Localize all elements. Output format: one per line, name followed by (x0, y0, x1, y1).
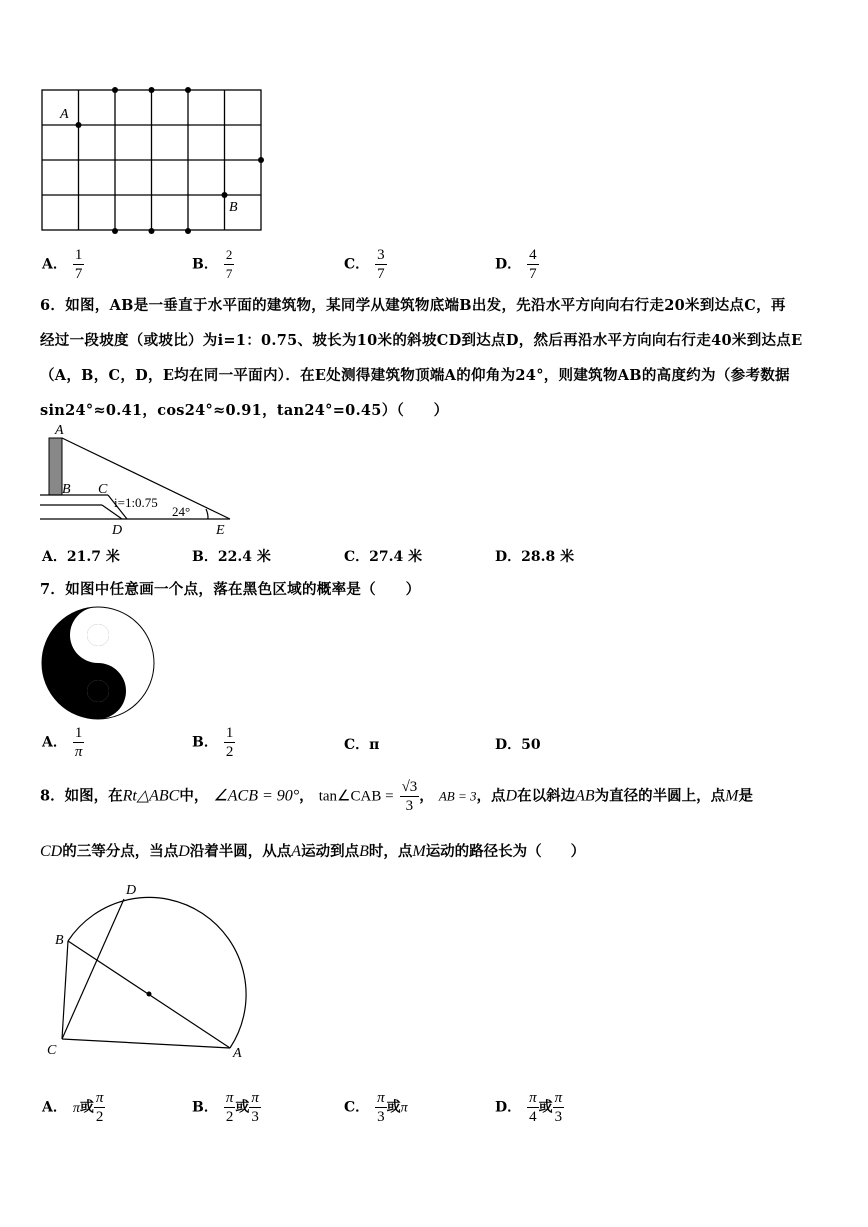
q7-option-c[interactable]: C．π (344, 737, 380, 753)
q6-option-c[interactable]: C．27.4 米 (344, 549, 423, 565)
q7-stem: 7．如图中任意画一个点，落在黑色区域的概率是（ ） (40, 581, 421, 598)
fig6-label-d: D (112, 523, 123, 538)
building-slope-figure (38, 420, 238, 538)
fig6-label-e: E (216, 523, 225, 538)
q6-option-d[interactable]: D．28.8 米 (495, 549, 575, 565)
fig8-label-c: C (47, 1043, 57, 1058)
q8-option-d[interactable]: D． $\frac{\pi}{4}$ 或 $\frac{\pi}{3}$ (495, 1090, 563, 1125)
q7-option-b[interactable]: B． $\frac{1}{2}$ (192, 725, 234, 760)
fig6-label-b: B (62, 482, 71, 497)
fig8-label-d: D (126, 883, 137, 898)
grid-figure (38, 85, 270, 237)
fig6-slope-label: i=1:0.75 (114, 495, 158, 510)
q7-option-d[interactable]: D．50 (495, 737, 541, 753)
q8-option-a[interactable]: A． π或 $\frac{\pi}{2}$ (42, 1090, 104, 1125)
q8-stem-line1: 8．如图，在Rt△ABC中， ∠ACB = 90°， tan∠CAB = $\frac{√3}{3}$ ， AB = 3，点D在以斜边AB为直径的半圆上，点M是 (40, 779, 753, 814)
fig6-label-c: C (98, 482, 108, 497)
yin-yang-figure (40, 606, 156, 720)
fig6-angle-label: 24° (172, 504, 191, 519)
q8-option-b[interactable]: B． $\frac{\pi}{2}$ 或 $\frac{\pi}{3}$ (192, 1090, 259, 1125)
q5-option-b[interactable]: B． $\frac{2}{7}$ (192, 247, 233, 281)
q5-option-a[interactable]: A． $\frac{1}{7}$ (42, 247, 83, 282)
q6-stem: 6．如图，AB是一垂直于水平面的建筑物，某同学从建筑物底端B出发，先沿水平方向向右行走20米到达点C，再 经过一段坡度（或坡比）为i=1：0.75、坡长为10米的斜坡CD到达点D，然后再沿水平方向向右行走40米到达点E （A，B，C，D，E均在同一平面内）．在E处测得建筑物顶端A的仰角为24°，则建筑物AB的高度约为（参考数据 sin24°≈0.41，cos24°≈0.91，tan24°=0.45）（ ） (40, 297, 803, 419)
q6-option-b[interactable]: B．22.4 米 (192, 549, 271, 565)
q6-option-a[interactable]: A．21.7 米 (42, 549, 120, 565)
fig6-label-a: A (55, 423, 64, 438)
grid-label-a: A (60, 107, 69, 122)
grid-label-b: B (229, 200, 238, 215)
q8-stem-line2: CD的三等分点，当点D沿着半圆，从点A运动到点B时，点M运动的路径长为（ ） (40, 843, 586, 860)
q5-option-d[interactable]: D． $\frac{4}{7}$ (495, 247, 537, 282)
semicircle-figure (40, 876, 260, 1066)
fig8-label-a: A (233, 1046, 242, 1061)
q7-option-a[interactable]: A． $\frac{1}{\pi}$ (42, 725, 83, 760)
q5-option-c[interactable]: C． $\frac{3}{7}$ (344, 247, 385, 282)
q8-option-c[interactable]: C． $\frac{\pi}{3}$ 或π (344, 1090, 408, 1125)
fig8-label-b: B (55, 933, 64, 948)
